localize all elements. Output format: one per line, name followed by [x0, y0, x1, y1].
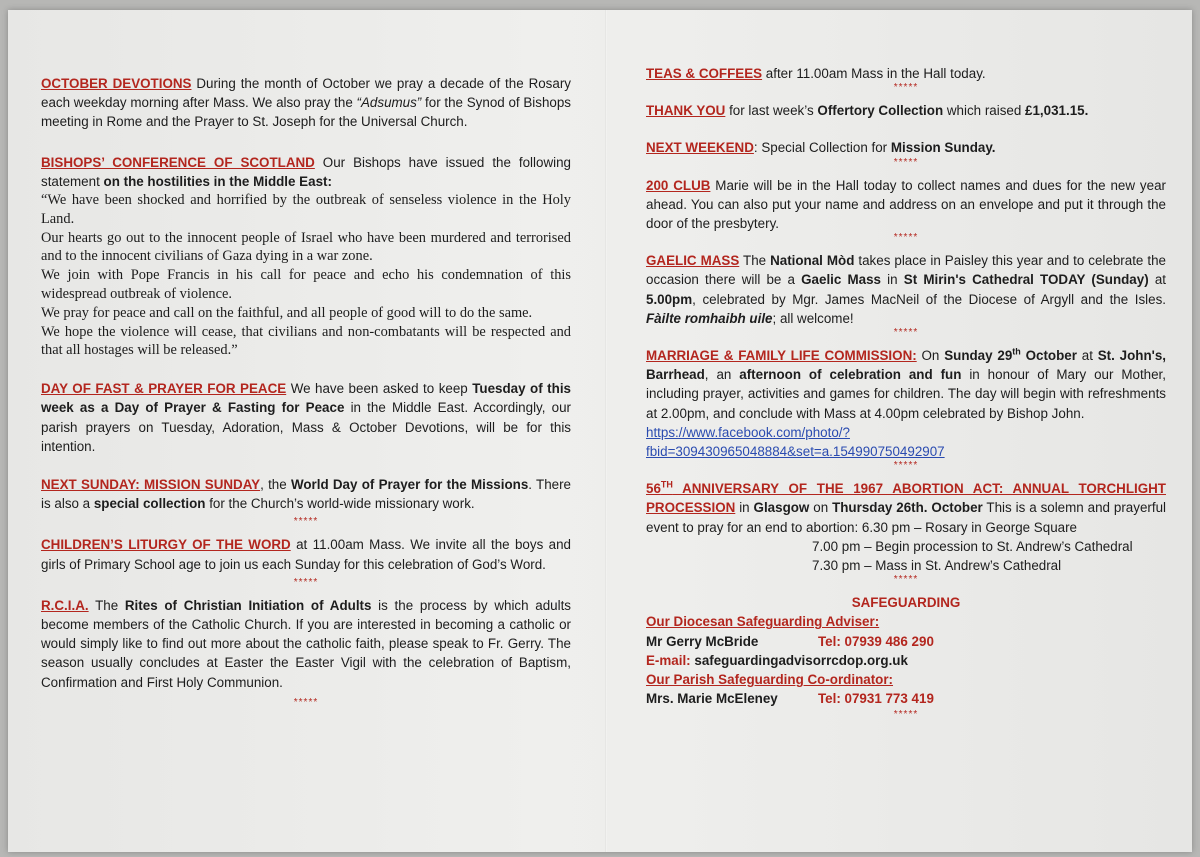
right-column [646, 64, 1166, 720]
thank-you: THANK YOU for last week’s Offertory Collection which raised £1,031.15. [646, 103, 1089, 119]
procession-step: 7.00 pm – Begin procession to St. Andrew’s Cathedral [812, 538, 1133, 554]
abortion-act-procession: 56TH ANNIVERSARY OF THE 1967 ABORTION ACT: ANNUAL TORCHLIGHT PROCESSION in Glasgow on Thursday 26th. October This is a solemn and prayerful event to pray for an end to abortion: 6.30 pm – Rosary in George Square [646, 479, 1166, 535]
bishops-statement-1: “We have been shocked and horrified by the outbreak of senseless violence in the Holy Land. [41, 192, 571, 227]
gaelic-heading: GAELIC MASS [646, 253, 740, 269]
email-address[interactable]: safeguardingadvisorrcdop.org.uk [694, 652, 908, 668]
weekend-heading: NEXT WEEKEND [646, 140, 754, 156]
email-label: E-mail: [646, 652, 695, 668]
bishops-statement-2: Our hearts go out to the innocent people of Israel who have been murdered and terrorised and to the innocent civilians of Gaza dying in a war zone. [41, 229, 571, 265]
bishops-statement-5: We hope the violence will cease, that civilians and non-combatants will be respected and that all hostages will be released.” [41, 323, 571, 359]
facebook-link[interactable]: https://www.facebook.com/photo/? fbid=309430965048884&set=a.154990750492907 [646, 424, 945, 460]
coordinator-name: Mrs. Marie McEleney [646, 691, 778, 707]
procession-step: 7.30 pm – Mass in St. Andrew’s Cathedral [812, 558, 1062, 574]
mission-heading: NEXT SUNDAY: MISSION SUNDAY [41, 477, 261, 492]
rcia: R.C.I.A. The Rites of Christian Initiation of Adults is the process by which adults become members of the Catholic Church. If you are interested in becoming a catholic or would simply like to find out more about the catholic faith, please speak to Fr. Gerry. The season usually concludes at Easter the Easter Vigil with the celebration of Baptism, Confirmation and First Holy Communion. [41, 597, 571, 690]
october-heading: OCTOBER DEVOTIONS [41, 76, 192, 91]
coordinator-phone[interactable]: Tel: 07931 773 419 [818, 691, 934, 707]
abortion-heading: 56TH ANNIVERSARY OF THE 1967 ABORTION ACT: ANNUAL TORCHLIGHT PROCESSION [646, 479, 1166, 516]
safeguarding-heading: SAFEGUARDING [851, 595, 961, 611]
bishops-conference: BISHOPS’ CONFERENCE OF SCOTLAND Our Bishops have issued the following statement on the hostilities in the Middle East: [41, 154, 571, 189]
october-devotions: OCTOBER DEVOTIONS During the month of October we pray a decade of the Rosary each weekday morning after Mass. We also pray the “Adsumus” for the Synod of Bishops meeting in Rome and the Prayer to St. Joseph for the Universal Church. [41, 76, 572, 130]
adviser-name: Mr Gerry McBride [646, 633, 759, 649]
adviser-row [646, 632, 1166, 651]
fast-heading: DAY OF FAST & PRAYER FOR PEACE [41, 381, 287, 397]
coordinator-label: Our Parish Safeguarding Co-ordinator: [646, 672, 894, 688]
separator: ***** [893, 232, 919, 244]
offertory-amount: £1,031.15. [1025, 103, 1089, 119]
separator: ***** [293, 576, 319, 588]
bishops-statement-4: We pray for peace and call on the faithful, and all people of good will to do the same. [41, 304, 533, 321]
separator: ***** [893, 82, 919, 94]
marriage-heading: MARRIAGE & FAMILY LIFE COMMISSION: [646, 348, 917, 364]
rcia-heading: R.C.I.A. [41, 597, 89, 613]
gaelic-mass: GAELIC MASS The National Mòd takes place in Paisley this year and to celebrate the occasion there will be a Gaelic Mass in St Mirin's Cathedral TODAY (Sunday) at 5.00pm, celebrated by Mgr. James MacNeil of the Diocese of Argyll and the Isles. Fàilte romhaibh uile; all welcome! [646, 253, 1166, 326]
bishops-heading: BISHOPS’ CONFERENCE OF SCOTLAND [41, 154, 315, 170]
separator: ***** [293, 696, 319, 708]
adviser-phone[interactable]: Tel: 07939 486 290 [818, 633, 934, 649]
club-200: 200 CLUB Marie will be in the Hall today to collect names and dues for the new year ahead. You can also put your name and address on an envelope and put it through the door of the presbytery. [646, 177, 1166, 232]
childrens-liturgy: CHILDREN’S LITURGY OF THE WORD at 11.00am Mass. We invite all the boys and girls of Primary School age to join us each Sunday for this celebration of God’s Word. [41, 537, 571, 572]
safeguarding-section [646, 593, 1166, 612]
teas-heading: TEAS & COFFEES [646, 66, 763, 81]
children-heading: CHILDREN’S LITURGY OF THE WORD [41, 537, 291, 553]
email-row [646, 651, 1166, 670]
adviser-label: Our Diocesan Safeguarding Adviser: [646, 614, 880, 630]
day-of-fast: DAY OF FAST & PRAYER FOR PEACE We have been asked to keep Tuesday of this week as a Day of Prayer & Fasting for Peace in the Middle East. Accordingly, our parish prayers on Tuesday, Adoration, Mass & October Devotions, will be for this intention. [41, 381, 571, 454]
separator: ***** [893, 574, 919, 586]
left-column [41, 64, 571, 708]
separator: ***** [893, 460, 919, 472]
teas-coffees: TEAS & COFFEES after 11.00am Mass in the Hall today. [646, 66, 986, 81]
separator: ***** [893, 709, 919, 721]
newsletter-sheet [8, 10, 1192, 852]
separator: ***** [293, 516, 319, 528]
separator: ***** [893, 156, 919, 168]
coordinator-row [646, 689, 1166, 708]
page-fold [605, 10, 607, 852]
separator: ***** [893, 327, 919, 339]
club-heading: 200 CLUB [646, 177, 711, 193]
next-weekend: NEXT WEEKEND: Special Collection for Mission Sunday. [646, 140, 996, 156]
mission-sunday: NEXT SUNDAY: MISSION SUNDAY, the World Day of Prayer for the Missions. There is also a special collection for the Church’s world-wide missionary work. [41, 477, 571, 512]
bishops-statement-3: We join with Pope Francis in his call for peace and echo his condemnation of this widespread outbreak of violence. [41, 267, 571, 302]
marriage-family: MARRIAGE & FAMILY LIFE COMMISSION: On Sunday 29th October at St. John's, Barrhead, an afternoon of celebration and fun in honour of Mary our Mother, including prayer, activities and games for children. The day will begin with refreshments at 2.00pm, and conclude with Mass at 4.00pm celebrated by Bishop John. [646, 346, 1166, 421]
thanks-heading: THANK YOU [646, 103, 726, 119]
